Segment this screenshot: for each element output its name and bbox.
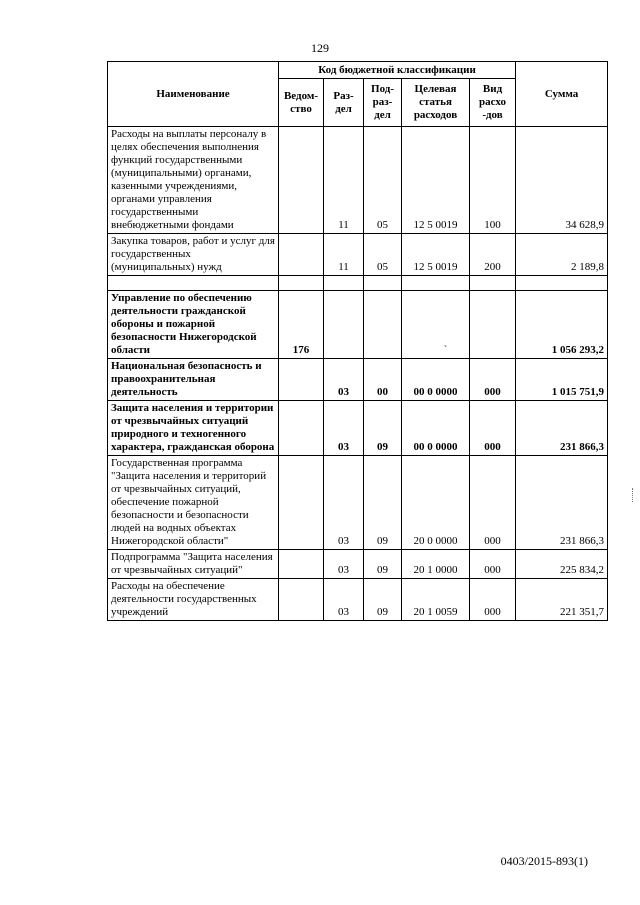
- row-target: 20 1 0059: [402, 579, 470, 621]
- row-subsection: 05: [364, 127, 402, 234]
- row-expense-type: 000: [470, 401, 516, 456]
- row-name: Управление по обеспечению деятельности гражданской обороны и пожарной безопасности Нижегородской области: [108, 291, 279, 359]
- row-section: 03: [324, 579, 364, 621]
- table-row: [108, 456, 608, 550]
- row-sum: 34 628,9: [516, 127, 608, 234]
- row-target: 12 5 0019: [402, 234, 470, 276]
- table-row: [108, 127, 608, 234]
- row-target: [402, 291, 470, 359]
- header-section: Раз-дел: [324, 79, 364, 127]
- margin-scan-mark: [632, 488, 635, 502]
- row-expense-type: 000: [470, 359, 516, 401]
- row-name: Государственная программа "Защита населения и территорий от чрезвычайных ситуаций, обеспечение пожарной безопасности и безопасности людей на водных объектах Нижегородской области": [108, 456, 279, 550]
- row-name: Защита населения и территории от чрезвычайных ситуаций природного и техногенного характера, гражданская оборона: [108, 401, 279, 456]
- row-sum: 231 866,3: [516, 401, 608, 456]
- row-section: 03: [324, 359, 364, 401]
- row-sum: 231 866,3: [516, 456, 608, 550]
- row-dept: [279, 456, 324, 550]
- row-subsection: 09: [364, 579, 402, 621]
- row-section: 03: [324, 401, 364, 456]
- spacer-row: [108, 276, 608, 291]
- row-sum: 2 189,8: [516, 234, 608, 276]
- row-expense-type: 000: [470, 579, 516, 621]
- row-expense-type: 000: [470, 550, 516, 579]
- row-section: 11: [324, 234, 364, 276]
- row-dept: [279, 401, 324, 456]
- row-subsection: 09: [364, 456, 402, 550]
- row-name: Расходы на обеспечение деятельности государственных учреждений: [108, 579, 279, 621]
- row-dept: 176: [279, 291, 324, 359]
- row-sum: 1 015 751,9: [516, 359, 608, 401]
- row-section: 11: [324, 127, 364, 234]
- row-subsection: 00: [364, 359, 402, 401]
- header-sum: Сумма: [516, 62, 608, 127]
- stray-mark: `: [443, 344, 448, 356]
- row-subsection: 05: [364, 234, 402, 276]
- row-sum: 1 056 293,2: [516, 291, 608, 359]
- row-target: 20 1 0000: [402, 550, 470, 579]
- row-sum: 225 834,2: [516, 550, 608, 579]
- header-expense-type: Вид расхо -дов: [470, 79, 516, 127]
- row-target: 00 0 0000: [402, 401, 470, 456]
- page-number: 129: [311, 41, 329, 55]
- table-row: [108, 550, 608, 579]
- budget-table: [107, 61, 608, 621]
- table-row: [108, 234, 608, 276]
- header-target: Целевая статья расходов: [402, 79, 470, 127]
- row-dept: [279, 234, 324, 276]
- table-row: [108, 359, 608, 401]
- row-subsection: [364, 291, 402, 359]
- row-expense-type: 200: [470, 234, 516, 276]
- row-name: Закупка товаров, работ и услуг для государственных (муниципальных) нужд: [108, 234, 279, 276]
- header-name: Наименование: [108, 62, 279, 127]
- row-target: 20 0 0000: [402, 456, 470, 550]
- row-target: 12 5 0019: [402, 127, 470, 234]
- row-dept: [279, 359, 324, 401]
- row-expense-type: [470, 291, 516, 359]
- row-expense-type: 000: [470, 456, 516, 550]
- header-subsection: Под-раз-дел: [364, 79, 402, 127]
- header-classification-group: Код бюджетной классификации: [279, 62, 516, 79]
- row-name: Национальная безопасность и правоохранительная деятельность: [108, 359, 279, 401]
- row-sum: 221 351,7: [516, 579, 608, 621]
- row-section: 03: [324, 456, 364, 550]
- row-name: Расходы на выплаты персоналу в целях обеспечения выполнения функций государственными (муниципальными) органами, казенными учреждениями, органами управления государственными внебюджетными фондами: [108, 127, 279, 234]
- row-target: 00 0 0000: [402, 359, 470, 401]
- table-row: [108, 579, 608, 621]
- row-dept: [279, 579, 324, 621]
- table-row: [108, 401, 608, 456]
- row-name: Подпрограмма "Защита населения от чрезвычайных ситуаций": [108, 550, 279, 579]
- table-row: [108, 291, 608, 359]
- row-dept: [279, 127, 324, 234]
- header-dept: Ведом-ство: [279, 79, 324, 127]
- footer-document-code: 0403/2015-893(1): [500, 854, 588, 868]
- row-dept: [279, 550, 324, 579]
- row-subsection: 09: [364, 401, 402, 456]
- row-subsection: 09: [364, 550, 402, 579]
- row-expense-type: 100: [470, 127, 516, 234]
- row-section: [324, 291, 364, 359]
- row-section: 03: [324, 550, 364, 579]
